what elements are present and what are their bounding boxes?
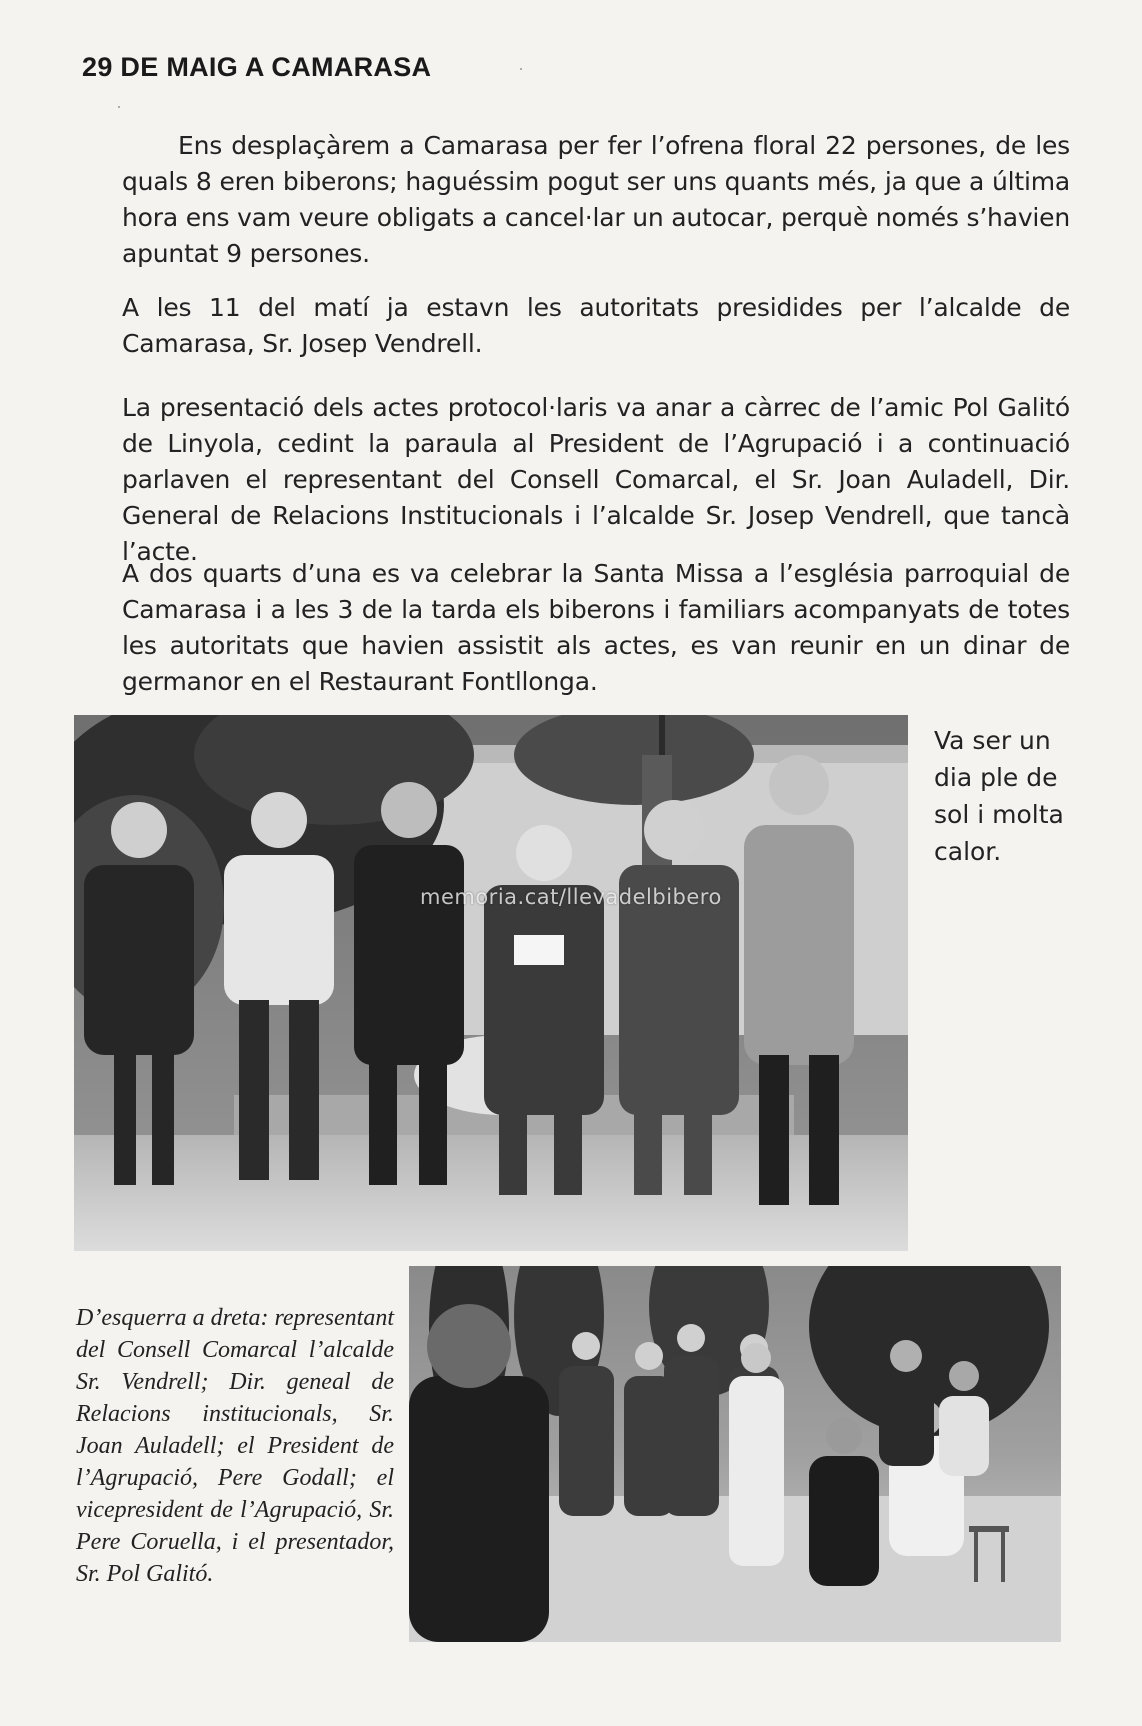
paragraph-3: La presentació dels actes protocol·laris va anar a càrrec de l’amic Pol Galitó de Linyola, cedint la paraula al President de l’Agrupació i a continuació parlaven el representant del Consell Comarcal, el Sr. Joan Auladell, Dir. General de Relacions Institucionals i l’alcalde Sr. Josep Vendrell, que tancà l’acte. — [122, 393, 1070, 566]
photo-italic-caption: D’esquerra a dreta: representant del Consell Comarcal l’alcalde Sr. Vendrell; Dir. geneal de Relacions institucionals, Sr. Joan Auladell; el President de l’Agrupació, Pere Godall; el vicepresident de l’Agrupació, Sr. Pere Coruella, i el presentador, Sr. Pol Galitó. — [76, 1305, 394, 1587]
photo-side-caption: Va ser un dia ple de sol i molta calor. — [934, 726, 1064, 866]
speck — [118, 106, 120, 108]
paragraph-2: A les 11 del matí ja estavn les autoritats presidides per l’alcalde de Camarasa, Sr. Josep Vendrell. — [122, 293, 1070, 358]
speck — [520, 68, 522, 70]
photo-officials-illustration — [74, 715, 908, 1251]
photo-crowd-illustration — [409, 1266, 1061, 1642]
paragraph-1: Ens desplaçàrem a Camarasa per fer l’ofrena floral 22 persones, de les quals 8 eren biberons; haguéssim pogut ser uns quants més, ja que a última hora ens vam veure obligats a cancel·lar un autocar, perquè només s’havien apuntat 9 persones. — [122, 131, 1070, 268]
page-title: 29 DE MAIG A CAMARASA — [82, 52, 432, 82]
group-photo-crowd — [409, 1266, 1061, 1642]
paragraph-4: A dos quarts d’una es va celebrar la Santa Missa a l’església parroquial de Camarasa i a les 3 de la tarda els biberons i familiars acompanyats de totes les autoritats que havien assistit als actes, es van reunir en un dinar de germanor en el Restaurant Fontllonga. — [122, 559, 1070, 696]
watermark-text: memoria.cat/llevadelbibero — [420, 885, 722, 909]
group-photo-officials — [74, 715, 908, 1251]
